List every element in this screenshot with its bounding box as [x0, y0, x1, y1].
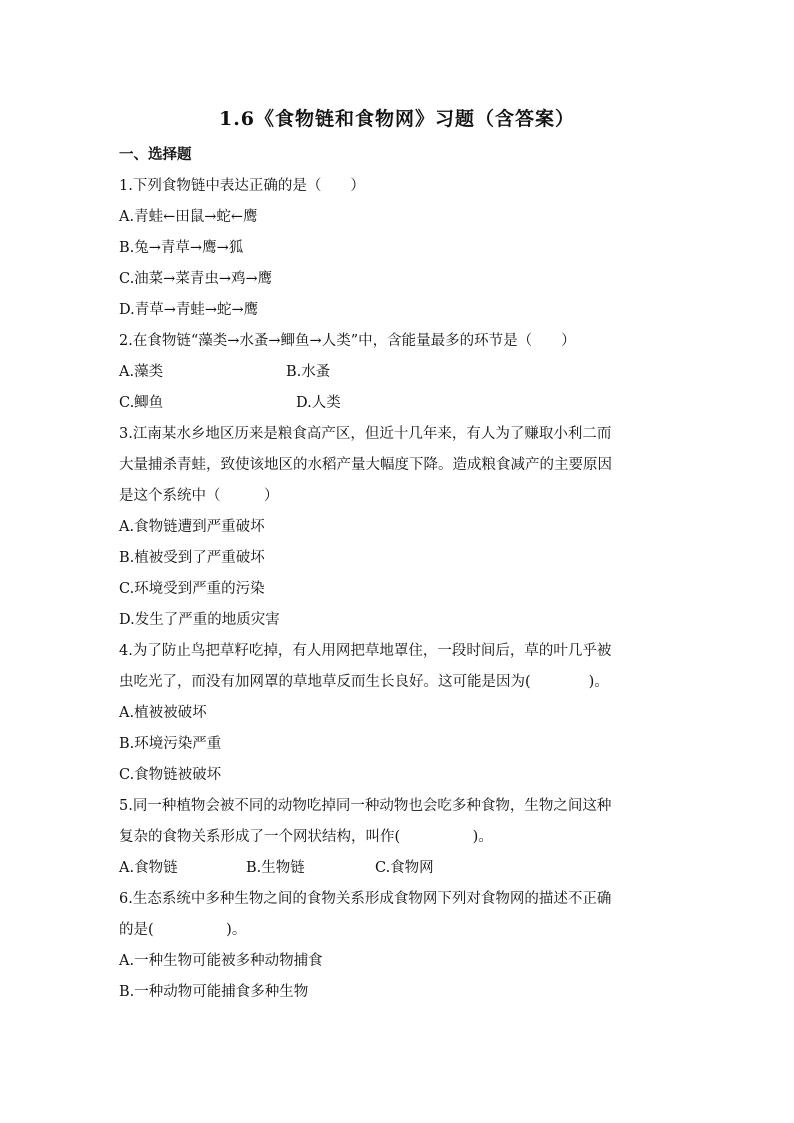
q2-option-b: B.水蚤	[286, 364, 331, 380]
q4-option-c: C.食物链被破坏	[119, 767, 222, 783]
q5-stem-line-2: 复杂的食物关系形成了一个网状结构，叫作( )。	[119, 829, 493, 845]
q6-option-a: A.一种生物可能被多种动物捕食	[119, 953, 323, 969]
q4-stem-line-2: 虫吃光了，而没有加网罩的草地草反而生长良好。这可能是因为( )。	[119, 674, 609, 690]
q1-option-c: C.油菜→菜青虫→鸡→鹰	[119, 271, 273, 287]
q3-option-b: B.植被受到了严重破坏	[119, 550, 265, 566]
q1-option-d: D.青草→青蛙→蛇→鹰	[119, 302, 259, 318]
q5-option-c: C.食物网	[375, 860, 434, 876]
q5-stem-line-1: 5.同一种植物会被不同的动物吃掉同一种动物也会吃多种食物，生物之间这种	[119, 798, 612, 814]
q6-stem-line-1: 6.生态系统中多种生物之间的食物关系形成食物网下列对食物网的描述不正确	[119, 891, 612, 907]
q2-option-c: C.鲫鱼	[119, 395, 164, 411]
q2-option-d: D.人类	[296, 395, 341, 411]
q2-stem: 2.在食物链“藻类→水蚤→鲫鱼→人类”中，含能量最多的环节是（ ）	[119, 333, 576, 349]
q3-option-c: C.环境受到严重的污染	[119, 581, 265, 597]
q5-options-row	[119, 853, 669, 884]
q1-stem: 1.下列食物链中表达正确的是（ ）	[119, 178, 365, 194]
q2-options-row-1	[119, 357, 669, 388]
q3-stem-line-2: 大量捕杀青蛙，致使该地区的水稻产量大幅度下降。造成粮食减产的主要原因	[119, 457, 612, 473]
q3-stem-line-3: 是这个系统中（ ）	[119, 488, 279, 504]
q4-stem-line-1: 4.为了防止鸟把草籽吃掉，有人用网把草地罩住，一段时间后，草的叶几乎被	[119, 643, 612, 659]
q3-option-d: D.发生了严重的地质灾害	[119, 612, 280, 628]
q4-option-b: B.环境污染严重	[119, 736, 222, 752]
section-heading: 一、选择题	[119, 147, 192, 163]
q6-stem-line-2: 的是( )。	[119, 922, 247, 938]
page-title: 1.6《食物链和食物网》习题（含答案）	[218, 108, 576, 130]
q3-option-a: A.食物链遭到严重破坏	[119, 519, 265, 535]
q2-option-a: A.藻类	[119, 364, 164, 380]
document-body	[119, 140, 669, 1008]
q2-options-row-2	[119, 388, 669, 419]
q4-option-a: A.植被被破坏	[119, 705, 207, 721]
q1-option-b: B.兔→青草→鹰→狐	[119, 240, 244, 256]
q6-option-b: B.一种动物可能捕食多种生物	[119, 984, 309, 1000]
q5-option-b: B.生物链	[246, 860, 305, 876]
q5-option-a: A.食物链	[119, 860, 178, 876]
q1-option-a: A.青蛙←田鼠→蛇←鹰	[119, 209, 258, 225]
q3-stem-line-1: 3.江南某水乡地区历来是粮食高产区，但近十几年来，有人为了赚取小利二而	[119, 426, 612, 442]
